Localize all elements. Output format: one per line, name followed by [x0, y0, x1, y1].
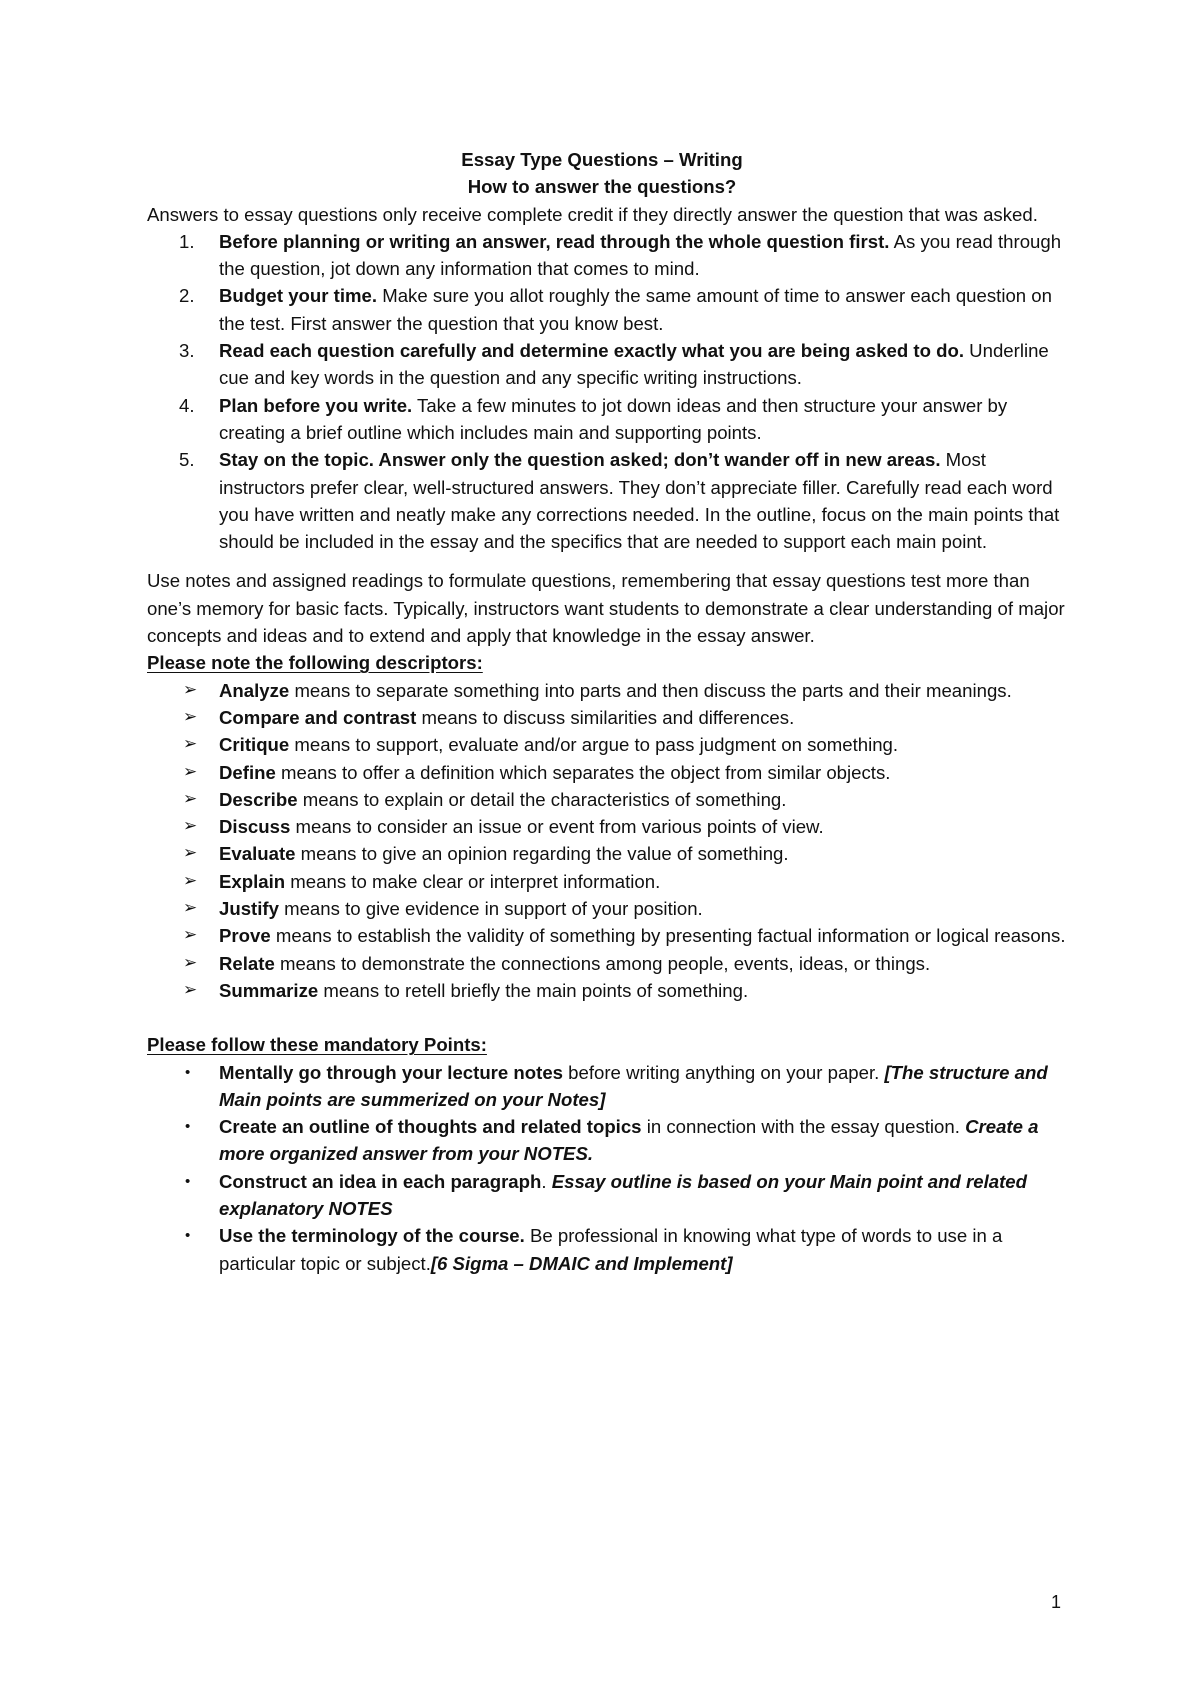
step-text: Underline cue and key words in the question and any specific writing instructions. [219, 340, 1049, 389]
descriptor-term: Analyze [219, 679, 290, 701]
mandatory-bold: Use the terminology of the course. [219, 1225, 525, 1247]
descriptors-list [147, 677, 1067, 1005]
descriptor-item [147, 677, 1067, 704]
descriptor-item [147, 895, 1067, 922]
step-item [147, 282, 1067, 337]
bullet-icon: • [185, 1172, 191, 1190]
descriptor-item [147, 813, 1067, 840]
mandatory-heading: Please follow these mandatory Points: [147, 1034, 487, 1056]
body-paragraph: Use notes and assigned readings to formulate questions, remembering that essay questions test more than one’s memory for basic facts. Typically, instructors want students to demonstrate a clear understanding of major concepts and ideas and to extend and apply that knowledge in the essay answer. [147, 570, 1065, 647]
step-item [147, 337, 1067, 392]
mandatory-bold: Construct an idea in each paragraph [219, 1170, 542, 1192]
bullet-icon: • [185, 1118, 191, 1136]
mandatory-italic: [6 Sigma – DMAIC and Implement] [430, 1252, 733, 1274]
mandatory-italic: Create a more organized answer from your NOTES. [219, 1116, 1039, 1165]
arrow-bullet-icon: ➢ [183, 870, 198, 891]
descriptor-item [147, 786, 1067, 813]
descriptor-text: means to discuss similarities and differences. [416, 706, 795, 728]
step-text: Make sure you allot roughly the same amount of time to answer each question on the test. First answer the question that you know best. [219, 285, 1052, 334]
arrow-bullet-icon: ➢ [183, 788, 198, 809]
step-bold: Before planning or writing an answer, read through the whole question first. [219, 230, 890, 252]
intro-paragraph: Answers to essay questions only receive complete credit if they directly answer the question that was asked. [147, 203, 1038, 225]
bullet-icon: • [185, 1063, 191, 1081]
steps-list [147, 228, 1067, 556]
arrow-bullet-icon: ➢ [183, 816, 198, 837]
descriptor-term: Compare and contrast [219, 706, 417, 728]
mandatory-item [147, 1113, 1067, 1168]
descriptor-text: means to consider an issue or event from various points of view. [290, 816, 824, 838]
descriptor-text: means to make clear or interpret information. [285, 870, 661, 892]
mandatory-text: in connection with the essay question. [641, 1116, 966, 1138]
step-number: 4. [179, 394, 195, 416]
step-number: 2. [179, 285, 195, 307]
descriptor-item [147, 922, 1067, 949]
mandatory-item [147, 1059, 1067, 1114]
arrow-bullet-icon: ➢ [183, 679, 198, 700]
step-text: As you read through the question, jot down any information that comes to mind. [219, 230, 1062, 280]
spacer [147, 1004, 1067, 1031]
spacer [147, 555, 1067, 567]
step-number: 5. [179, 449, 195, 471]
descriptor-item [147, 759, 1067, 786]
step-text: Take a few minutes to jot down ideas and then structure your answer by creating a brief outline which includes main and supporting points. [219, 394, 1008, 443]
descriptor-term: Evaluate [219, 843, 296, 865]
descriptor-text: means to offer a definition which separates the object from similar objects. [275, 761, 891, 783]
descriptor-item [147, 977, 1067, 1004]
arrow-bullet-icon: ➢ [183, 734, 198, 755]
descriptor-item [147, 950, 1067, 977]
descriptor-text: means to give an opinion regarding the value of something. [295, 843, 789, 865]
descriptor-text: means to retell briefly the main points of something. [318, 979, 749, 1001]
step-bold: Budget your time. [219, 285, 378, 307]
step-text: Most instructors prefer clear, well-structured answers. They don’t appreciate filler. Carefully read each word you have written and neatly make any corrections needed. In the outline, focus on the main points that should be included in the essay and the specifics that are needed to support each main point. [219, 449, 1060, 553]
bullet-icon: • [185, 1227, 191, 1245]
descriptor-term: Summarize [219, 979, 319, 1001]
arrow-bullet-icon: ➢ [183, 925, 198, 946]
descriptor-term: Define [219, 761, 276, 783]
mandatory-item [147, 1222, 1067, 1277]
mandatory-item [147, 1168, 1067, 1223]
document-page [147, 146, 1067, 1277]
descriptors-heading: Please note the following descriptors: [147, 652, 483, 674]
descriptor-term: Prove [219, 925, 271, 947]
arrow-bullet-icon: ➢ [183, 898, 198, 919]
descriptor-text: means to explain or detail the characteristics of something. [297, 788, 787, 810]
page-number: 1 [1051, 1592, 1062, 1612]
mandatory-italic: Essay outline is based on your Main point and related explanatory NOTES [219, 1170, 1027, 1219]
mandatory-bold: Mentally go through your lecture notes [219, 1061, 564, 1083]
descriptor-term: Relate [219, 952, 275, 974]
descriptor-item [147, 704, 1067, 731]
arrow-bullet-icon: ➢ [183, 706, 198, 727]
arrow-bullet-icon: ➢ [183, 761, 198, 782]
descriptor-term: Justify [219, 898, 279, 920]
descriptor-term: Critique [219, 734, 290, 756]
step-item [147, 446, 1067, 555]
descriptor-text: means to establish the validity of something by presenting factual information or logical reasons. [270, 925, 1066, 947]
step-number: 1. [179, 230, 195, 252]
descriptor-text: means to separate something into parts and then discuss the parts and their meanings. [289, 679, 1012, 701]
descriptor-text: means to support, evaluate and/or argue to pass judgment on something. [289, 734, 899, 756]
arrow-bullet-icon: ➢ [183, 979, 198, 1000]
document-title: Essay Type Questions – Writing [461, 149, 743, 170]
descriptor-term: Discuss [219, 816, 291, 838]
descriptor-item [147, 731, 1067, 758]
mandatory-list [147, 1059, 1067, 1277]
step-item [147, 228, 1067, 283]
step-bold: Stay on the topic. Answer only the question asked; don’t wander off in new areas. [219, 449, 941, 471]
descriptor-item [147, 868, 1067, 895]
mandatory-text: Be professional in knowing what type of words to use in a particular topic or subject. [219, 1225, 1003, 1274]
descriptor-term: Explain [219, 870, 286, 892]
mandatory-bold: Create an outline of thoughts and related topics [219, 1116, 642, 1138]
descriptor-text: means to give evidence in support of your position. [278, 898, 703, 920]
arrow-bullet-icon: ➢ [183, 843, 198, 864]
arrow-bullet-icon: ➢ [183, 952, 198, 973]
step-bold: Plan before you write. [219, 394, 413, 416]
descriptor-item [147, 840, 1067, 867]
document-subtitle: How to answer the questions? [467, 176, 737, 198]
mandatory-italic: [The structure and Main points are summerized on your Notes] [219, 1061, 1048, 1110]
mandatory-text: . [541, 1170, 552, 1192]
descriptor-text: means to demonstrate the connections among people, events, ideas, or things. [274, 952, 931, 974]
mandatory-text: before writing anything on your paper. [563, 1061, 885, 1083]
step-item [147, 392, 1067, 447]
step-bold: Read each question carefully and determine exactly what you are being asked to do. [219, 340, 965, 362]
step-number: 3. [179, 340, 195, 362]
descriptor-term: Describe [219, 788, 298, 810]
